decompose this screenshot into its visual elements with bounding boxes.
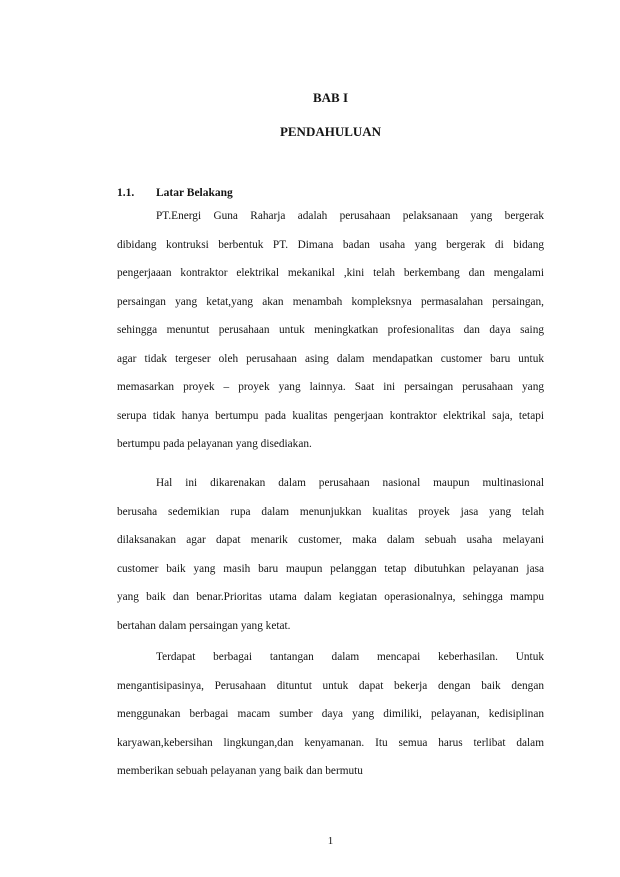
paragraph-line: yang baik dan benar.Prioritas utama dalam kegiatan operasionalnya, sehingga mampu xyxy=(117,591,544,603)
paragraph-1 xyxy=(117,210,544,467)
chapter-title: PENDAHULUAN xyxy=(279,124,382,139)
section-number: 1.1. xyxy=(117,187,135,199)
paragraph-line: agar tidak tergeser oleh perusahaan asing dalam mendapatkan customer baru untuk xyxy=(117,352,544,365)
paragraph-line: serupa tidak hanya bertumpu pada kualitas pengerjaan kontraktor elektrikal saja, tetapi xyxy=(117,409,544,422)
paragraph-line: menggunakan berbagai macam sumber daya yang dimiliki, pelayanan, kedisiplinan xyxy=(117,708,544,720)
section-heading xyxy=(117,187,233,199)
paragraph-line: persaingan yang ketat,yang akan menambah kompleksnya permasalahan persaingan, xyxy=(117,295,544,308)
paragraph-line: dibidang kontruksi berbentuk PT. Dimana badan usaha yang bergerak di bidang xyxy=(117,238,544,251)
paragraph-line: bertahan dalam persaingan yang ketat. xyxy=(117,619,291,632)
paragraph-line: memberikan sebuah pelayanan yang baik dan bermutu xyxy=(117,765,363,777)
paragraph-3 xyxy=(117,651,544,794)
paragraph-line: sehingga menuntut perusahaan untuk meningkatkan profesionalitas dan daya saing xyxy=(117,324,544,336)
paragraph-line: PT.Energi Guna Raharja adalah perusahaan pelaksanaan yang bergerak xyxy=(156,210,544,222)
paragraph-line: dilaksanakan agar dapat menarik customer, maka dalam sebuah usaha melayani xyxy=(117,534,544,546)
paragraph-line: berusaha sedemikian rupa dalam menunjukkan kualitas proyek jasa yang telah xyxy=(117,505,544,518)
chapter-number: BAB I xyxy=(312,90,349,105)
paragraph-line: karyawan,kebersihan lingkungan,dan kenyamanan. Itu semua harus terlibat dalam xyxy=(117,736,544,749)
paragraph-2 xyxy=(117,477,544,648)
paragraph-line: customer baik yang masih baru maupun pelanggan tetap dibutuhkan pelayanan jasa xyxy=(117,562,544,575)
paragraph-line: bertumpu pada pelayanan yang disediakan. xyxy=(117,438,312,450)
page-number: 1 xyxy=(327,835,334,847)
paragraph-line: Hal ini dikarenakan dalam perusahaan nasional maupun multinasional xyxy=(156,477,544,489)
section-title: Latar Belakang xyxy=(156,187,233,199)
paragraph-line: pengerjaaan kontraktor elektrikal mekanikal ,kini telah berkembang dan mengalami xyxy=(117,267,544,279)
paragraph-line: Terdapat berbagai tantangan dalam mencapai keberhasilan. Untuk xyxy=(156,651,544,663)
paragraph-line: memasarkan proyek – proyek yang lainnya. Saat ini persaingan perusahaan yang xyxy=(117,381,544,393)
paragraph-line: mengantisipasinya, Perusahaan dituntut untuk dapat bekerja dengan baik dengan xyxy=(117,679,544,692)
